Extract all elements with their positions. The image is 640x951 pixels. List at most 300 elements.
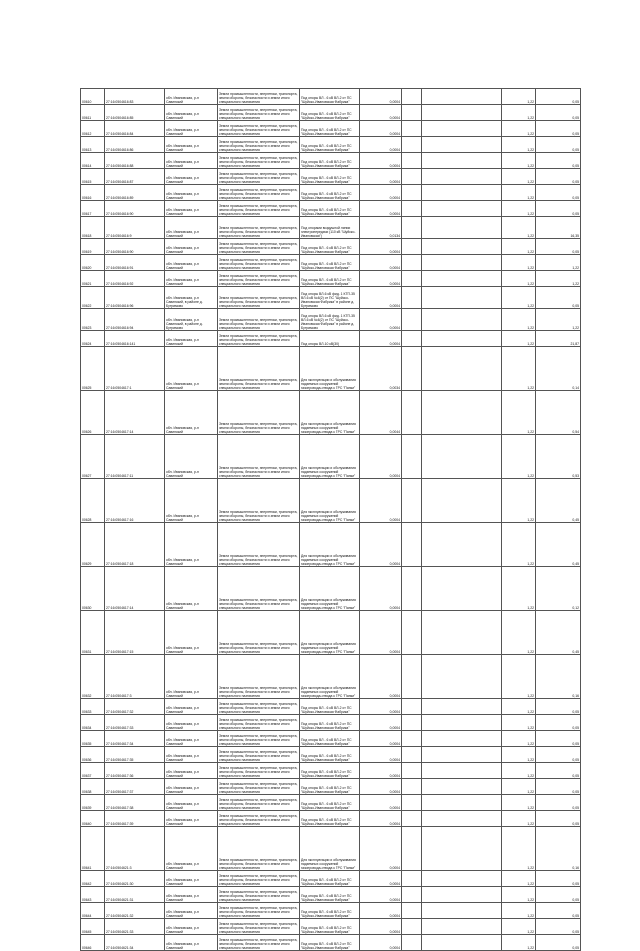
permitted-use-cell: Под опоры ВЛ - 6 кВ ВЛ-2 от ПС "Шуйско-Ивановская Фабрика"	[300, 699, 360, 715]
value-cell: 0,05	[536, 185, 581, 201]
rate-cell: 1,22	[502, 731, 536, 747]
rate-cell: 1,22	[502, 309, 536, 331]
row-number-cell: 00615	[81, 169, 105, 185]
row-number-cell: 00630	[81, 567, 105, 611]
cadastral-number-cell: 27:16:0504616:89	[105, 185, 165, 201]
area-cell: 0,0004	[360, 89, 402, 105]
empty-cell	[422, 239, 502, 255]
value-cell: 0,05	[536, 795, 581, 811]
empty-cell	[402, 827, 422, 871]
location-cell: обл. Ивановская, р-н Савинский	[165, 391, 218, 435]
cadastral-number-cell: 27:16:0504617:38	[105, 795, 165, 811]
table-row	[81, 567, 581, 611]
empty-cell	[402, 255, 422, 271]
value-cell: 0,05	[536, 903, 581, 919]
location-cell: обл. Ивановская, р-н Савинский	[165, 137, 218, 153]
land-category-cell: Земли промышленности, энергетики, транспорта, земли обороны, безопасности и земли иного специального назначения	[218, 747, 300, 763]
empty-cell	[422, 137, 502, 153]
location-cell: обл. Ивановская, р-н Савинский	[165, 699, 218, 715]
permitted-use-cell: Под опоры ВЛ - 6 кВ ВЛ-2 от ПС "Шуйско-Ивановская Фабрика"	[300, 903, 360, 919]
row-number-cell: 00631	[81, 611, 105, 655]
location-cell: обл. Ивановская, р-н Савинский	[165, 919, 218, 935]
value-cell: 0,05	[536, 201, 581, 217]
permitted-use-cell: Для эксплуатации и обслуживания надземных сооружений газопровода-отвода к ГРС "Панки"	[300, 523, 360, 567]
permitted-use-cell: Под опоры ВЛ - 6 кВ ВЛ-2 от ПС "Шуйско-Ивановская Фабрика"	[300, 919, 360, 935]
location-cell: обл. Ивановская, р-н Савинский	[165, 217, 218, 239]
permitted-use-cell: Под опоры ВЛ - 6 кВ ВЛ-2 от ПС "Шуйско-Ивановская Фабрика"	[300, 795, 360, 811]
permitted-use-cell: Под опоры ВЛ - 6 кВ ВЛ-2 от ПС "Шуйско-Ивановская Фабрика"	[300, 887, 360, 903]
table-row	[81, 699, 581, 715]
empty-cell	[402, 763, 422, 779]
area-cell: 0,0004	[360, 763, 402, 779]
area-cell: 0,0004	[360, 567, 402, 611]
location-cell: обл. Ивановская, р-н Савинский	[165, 903, 218, 919]
location-cell: обл. Ивановская, р-н Савинский	[165, 655, 218, 699]
location-cell: обл. Ивановская, р-н Савинский	[165, 331, 218, 347]
permitted-use-cell: Под опоры ВЛ - 6 кВ ВЛ-2 от ПС "Шуйско-Ивановская Фабрика"	[300, 185, 360, 201]
table-row	[81, 137, 581, 153]
empty-cell	[402, 89, 422, 105]
empty-cell	[402, 105, 422, 121]
rate-cell: 1,22	[502, 523, 536, 567]
permitted-use-cell: Под опоры ВЛ - 6 кВ ВЛ-2 от ПС "Шуйско-Ивановская Фабрика"	[300, 779, 360, 795]
table-row	[81, 827, 581, 871]
empty-cell	[402, 121, 422, 137]
land-category-cell: Земли промышленности, энергетики, транспорта, земли обороны, безопасности и земли иного специального назначения	[218, 331, 300, 347]
table-row	[81, 887, 581, 903]
empty-cell	[422, 153, 502, 169]
land-category-cell: Земли промышленности, энергетики, транспорта, земли обороны, безопасности и земли иного специального назначения	[218, 731, 300, 747]
value-cell: 16,35	[536, 217, 581, 239]
area-cell: 0,0004	[360, 255, 402, 271]
row-number-cell: 00610	[81, 89, 105, 105]
value-cell: 0,05	[536, 779, 581, 795]
empty-cell	[422, 795, 502, 811]
row-number-cell: 00633	[81, 699, 105, 715]
empty-cell	[402, 169, 422, 185]
land-category-cell: Земли промышленности, энергетики, транспорта, земли обороны, безопасности и земли иного специального назначения	[218, 255, 300, 271]
cadastral-number-cell: 27:16:0504617:14	[105, 567, 165, 611]
empty-cell	[422, 827, 502, 871]
row-number-cell: 00619	[81, 239, 105, 255]
cadastral-number-cell: 27:16:0504617:16	[105, 479, 165, 523]
table-row	[81, 935, 581, 951]
empty-cell	[422, 887, 502, 903]
cadastral-number-cell: 27:16:0504617:32	[105, 699, 165, 715]
permitted-use-cell: Для эксплуатации и обслуживания надземных сооружений газопровода-отвода к ГРС "Панки"	[300, 435, 360, 479]
land-category-cell: Земли промышленности, энергетики, транспорта, земли обороны, безопасности и земли иного специального назначения	[218, 715, 300, 731]
location-cell: обл. Ивановская, р-н Савинский	[165, 827, 218, 871]
row-number-cell: 00645	[81, 919, 105, 935]
location-cell: обл. Ивановская, р-н Савинский	[165, 731, 218, 747]
table-row	[81, 89, 581, 105]
location-cell: обл. Ивановская, р-н Савинский	[165, 121, 218, 137]
location-cell: обл. Ивановская, р-н Савинский	[165, 185, 218, 201]
cadastral-number-cell: 27:16:0504617:14	[105, 391, 165, 435]
land-category-cell: Земли промышленности, энергетики, транспорта, земли обороны, безопасности и земли иного специального назначения	[218, 763, 300, 779]
land-category-cell: Земли промышленности, энергетики, транспорта, земли обороны, безопасности и земли иного специального назначения	[218, 779, 300, 795]
location-cell: обл. Ивановская, р-н Савинский	[165, 153, 218, 169]
row-number-cell: 00643	[81, 887, 105, 903]
row-number-cell: 00612	[81, 121, 105, 137]
cadastral-number-cell: 27:16:0504616:86	[105, 137, 165, 153]
value-cell: 0,05	[536, 153, 581, 169]
row-number-cell: 00617	[81, 201, 105, 217]
empty-cell	[422, 731, 502, 747]
rate-cell: 1,22	[502, 903, 536, 919]
cadastral-number-cell: 27:16:0504621:34	[105, 935, 165, 951]
table-row	[81, 239, 581, 255]
empty-cell	[422, 435, 502, 479]
row-number-cell: 00636	[81, 747, 105, 763]
rate-cell: 1,22	[502, 271, 536, 287]
empty-cell	[422, 287, 502, 309]
location-cell: обл. Ивановская, р-н Савинский	[165, 239, 218, 255]
document-page	[80, 88, 580, 951]
cadastral-number-cell: 27:16:0504617:36	[105, 763, 165, 779]
value-cell: 0,05	[536, 731, 581, 747]
rate-cell: 1,22	[502, 747, 536, 763]
area-cell: 0,0004	[360, 523, 402, 567]
empty-cell	[422, 201, 502, 217]
area-cell: 0,0004	[360, 309, 402, 331]
row-number-cell: 00621	[81, 271, 105, 287]
land-category-cell: Земли промышленности, энергетики, транспорта, земли обороны, безопасности и земли иного специального назначения	[218, 153, 300, 169]
value-cell: 0,05	[536, 919, 581, 935]
land-category-cell: Земли промышленности, энергетики, транспорта, земли обороны, безопасности и земли иного специального назначения	[218, 567, 300, 611]
empty-cell	[402, 479, 422, 523]
row-number-cell: 00627	[81, 435, 105, 479]
land-category-cell: Земли промышленности, энергетики, транспорта, земли обороны, безопасности и земли иного специального назначения	[218, 169, 300, 185]
area-cell: 0,0004	[360, 935, 402, 951]
permitted-use-cell: Для эксплуатации и обслуживания надземных сооружений газопровода-отвода к ГРС "Панки"	[300, 611, 360, 655]
empty-cell	[422, 763, 502, 779]
table-row	[81, 391, 581, 435]
area-cell: 0,0134	[360, 217, 402, 239]
table-row	[81, 731, 581, 747]
row-number-cell: 00641	[81, 827, 105, 871]
land-category-cell: Земли промышленности, энергетики, транспорта, земли обороны, безопасности и земли иного специального назначения	[218, 435, 300, 479]
table-row	[81, 779, 581, 795]
table-row	[81, 347, 581, 391]
row-number-cell: 00638	[81, 779, 105, 795]
rate-cell: 1,22	[502, 137, 536, 153]
value-cell: 0,45	[536, 523, 581, 567]
land-category-cell: Земли промышленности, энергетики, транспорта, земли обороны, безопасности и земли иного специального назначения	[218, 239, 300, 255]
land-category-cell: Земли промышленности, энергетики, транспорта, земли обороны, безопасности и земли иного специального назначения	[218, 871, 300, 887]
rate-cell: 1,22	[502, 347, 536, 391]
value-cell: 0,16	[536, 655, 581, 699]
empty-cell	[402, 309, 422, 331]
rate-cell: 1,22	[502, 919, 536, 935]
value-cell: 0,05	[536, 287, 581, 309]
cadastral-number-cell: 27:16:0504616:92	[105, 271, 165, 287]
permitted-use-cell: Под опоры ВЛ - 6 кВ ВЛ-2 от ПС "Шуйско-Ивановская Фабрика"	[300, 763, 360, 779]
location-cell: обл. Ивановская, р-н Савинский, в районе д. Бутримово	[165, 309, 218, 331]
rate-cell: 1,22	[502, 153, 536, 169]
rate-cell: 1,22	[502, 887, 536, 903]
empty-cell	[402, 287, 422, 309]
empty-cell	[422, 89, 502, 105]
area-cell: 0,0004	[360, 655, 402, 699]
table-row	[81, 523, 581, 567]
area-cell: 0,0004	[360, 105, 402, 121]
empty-cell	[402, 137, 422, 153]
location-cell: обл. Ивановская, р-н Савинский	[165, 871, 218, 887]
row-number-cell: 00646	[81, 935, 105, 951]
row-number-cell: 00622	[81, 287, 105, 309]
empty-cell	[422, 185, 502, 201]
cadastral-number-cell: 27:16:0504617:18	[105, 523, 165, 567]
empty-cell	[422, 347, 502, 391]
rate-cell: 1,22	[502, 287, 536, 309]
empty-cell	[402, 567, 422, 611]
cadastral-number-cell: 27:16:0504617:3	[105, 655, 165, 699]
value-cell: 0,12	[536, 567, 581, 611]
permitted-use-cell: Под опоры ВЛ - 6 кВ ВЛ-2 от ПС "Шуйско-Ивановская Фабрика"	[300, 747, 360, 763]
cadastral-number-cell: 27:16:0504621:30	[105, 871, 165, 887]
row-number-cell: 00642	[81, 871, 105, 887]
cadastral-number-cell: 27:16:0504616:88	[105, 153, 165, 169]
permitted-use-cell: Для эксплуатации и обслуживания надземных сооружений газопровода-отвода к ГРС "Панки"	[300, 347, 360, 391]
empty-cell	[402, 887, 422, 903]
row-number-cell: 00611	[81, 105, 105, 121]
location-cell: обл. Ивановская, р-н Савинский	[165, 795, 218, 811]
rate-cell: 1,22	[502, 391, 536, 435]
empty-cell	[422, 715, 502, 731]
location-cell: обл. Ивановская, р-н Савинский	[165, 567, 218, 611]
table-row	[81, 121, 581, 137]
row-number-cell: 00629	[81, 523, 105, 567]
empty-cell	[422, 747, 502, 763]
value-cell: 0,05	[536, 89, 581, 105]
table-row	[81, 271, 581, 287]
permitted-use-cell: Для эксплуатации и обслуживания надземных сооружений газопровода-отвода к ГРС "Панки"	[300, 479, 360, 523]
value-cell: 0,14	[536, 347, 581, 391]
empty-cell	[422, 121, 502, 137]
cadastral-number-cell: 27:16:0504617:34	[105, 731, 165, 747]
land-category-cell: Земли промышленности, энергетики, транспорта, земли обороны, безопасности и земли иного специального назначения	[218, 935, 300, 951]
table-row	[81, 611, 581, 655]
empty-cell	[402, 795, 422, 811]
value-cell: 0,05	[536, 121, 581, 137]
row-number-cell: 00616	[81, 185, 105, 201]
permitted-use-cell: Под опоры ВЛ - 6 кВ ВЛ-2 от ПС "Шуйско-Ивановская Фабрика"	[300, 105, 360, 121]
empty-cell	[402, 935, 422, 951]
row-number-cell: 00634	[81, 715, 105, 731]
permitted-use-cell: Под опоры ВЛ - 6 кВ ВЛ-2 от ПС "Шуйско-Ивановская Фабрика"	[300, 137, 360, 153]
empty-cell	[402, 435, 422, 479]
empty-cell	[402, 271, 422, 287]
permitted-use-cell: Под опоры ВЛ-6 кВ фид. 1 КТП-35 ВЛ-6 кВ №6(2) от ПС "Шуйско-Ивановская Фабрика" в районе д. Бутримово	[300, 287, 360, 309]
value-cell: 0,05	[536, 871, 581, 887]
rate-cell: 1,22	[502, 655, 536, 699]
row-number-cell: 00620	[81, 255, 105, 271]
land-category-cell: Земли промышленности, энергетики, транспорта, земли обороны, безопасности и земли иного специального назначения	[218, 699, 300, 715]
row-number-cell: 00625	[81, 347, 105, 391]
permitted-use-cell: Под опоры ВЛ - 6 кВ ВЛ-2 от ПС "Шуйско-Ивановская Фабрика"	[300, 169, 360, 185]
cadastral-number-cell: 27:16:0504617:11	[105, 435, 165, 479]
location-cell: обл. Ивановская, р-н Савинский	[165, 811, 218, 827]
area-cell: 0,0004	[360, 137, 402, 153]
empty-cell	[422, 255, 502, 271]
cadastral-number-cell: 27:16:0504616:91	[105, 255, 165, 271]
row-number-cell: 00626	[81, 391, 105, 435]
table-row	[81, 715, 581, 731]
table-row	[81, 871, 581, 887]
permitted-use-cell: Для эксплуатации и обслуживания надземных сооружений газопровода-отвода к ГРС "Панки"	[300, 567, 360, 611]
land-category-cell: Земли промышленности, энергетики, транспорта, земли обороны, безопасности и земли иного специального назначения	[218, 795, 300, 811]
empty-cell	[402, 611, 422, 655]
location-cell: обл. Ивановская, р-н Савинский	[165, 611, 218, 655]
area-cell: 0,0004	[360, 287, 402, 309]
empty-cell	[402, 747, 422, 763]
value-cell: 0,05	[536, 239, 581, 255]
cadastral-number-cell: 27:16:0504617:33	[105, 715, 165, 731]
table-row	[81, 435, 581, 479]
row-number-cell: 00624	[81, 331, 105, 347]
empty-cell	[402, 239, 422, 255]
rate-cell: 1,22	[502, 435, 536, 479]
rate-cell: 1,22	[502, 763, 536, 779]
table-row	[81, 811, 581, 827]
empty-cell	[422, 611, 502, 655]
empty-cell	[402, 331, 422, 347]
empty-cell	[422, 309, 502, 331]
land-category-cell: Земли промышленности, энергетики, транспорта, земли обороны, безопасности и земли иного специального назначения	[218, 903, 300, 919]
cadastral-number-cell: 27:16:0504621:3	[105, 827, 165, 871]
land-category-cell: Земли промышленности, энергетики, транспорта, земли обороны, безопасности и земли иного специального назначения	[218, 105, 300, 121]
value-cell: 0,05	[536, 105, 581, 121]
area-cell: 0,0044	[360, 391, 402, 435]
value-cell: 0,53	[536, 435, 581, 479]
empty-cell	[422, 811, 502, 827]
rate-cell: 1,22	[502, 89, 536, 105]
cadastral-number-cell: 27:16:0504616:9	[105, 217, 165, 239]
empty-cell	[422, 331, 502, 347]
value-cell: 0,05	[536, 763, 581, 779]
empty-cell	[422, 523, 502, 567]
rate-cell: 1,22	[502, 935, 536, 951]
rate-cell: 1,22	[502, 699, 536, 715]
cadastral-number-cell: 27:16:0504616:90	[105, 239, 165, 255]
area-cell: 0,0004	[360, 611, 402, 655]
row-number-cell: 00614	[81, 153, 105, 169]
rate-cell: 1,22	[502, 611, 536, 655]
area-cell: 0,0004	[360, 153, 402, 169]
table-body	[81, 89, 581, 951]
cadastral-number-cell: 27:16:0504617:1	[105, 347, 165, 391]
land-category-cell: Земли промышленности, энергетики, транспорта, земли обороны, безопасности и земли иного специального назначения	[218, 827, 300, 871]
empty-cell	[402, 217, 422, 239]
permitted-use-cell: Под опорами воздушной линии электропередачи (110 кВ "Шуйско-Ивановская")	[300, 217, 360, 239]
table-row	[81, 309, 581, 331]
empty-cell	[402, 391, 422, 435]
permitted-use-cell: Под опоры ВЛ - 6 кВ ВЛ-2 от ПС "Шуйско-Ивановская Фабрика"	[300, 89, 360, 105]
rate-cell: 1,22	[502, 715, 536, 731]
area-cell: 0,0004	[360, 715, 402, 731]
rate-cell: 1,22	[502, 795, 536, 811]
area-cell: 0,0004	[360, 919, 402, 935]
location-cell: обл. Ивановская, р-н Савинский	[165, 935, 218, 951]
row-number-cell: 00644	[81, 903, 105, 919]
land-category-cell: Земли промышленности, энергетики, транспорта, земли обороны, безопасности и земли иного специального назначения	[218, 919, 300, 935]
cadastral-number-cell: 27:16:0504616:84	[105, 121, 165, 137]
cadastral-number-cell: 27:16:0504616:83	[105, 89, 165, 105]
land-category-cell: Земли промышленности, энергетики, транспорта, земли обороны, безопасности и земли иного специального назначения	[218, 347, 300, 391]
location-cell: обл. Ивановская, р-н Савинский	[165, 715, 218, 731]
empty-cell	[422, 567, 502, 611]
location-cell: обл. Ивановская, р-н Савинский	[165, 347, 218, 391]
empty-cell	[422, 655, 502, 699]
cadastral-number-cell: 27:16:0504621:32	[105, 903, 165, 919]
row-number-cell: 00628	[81, 479, 105, 523]
row-number-cell: 00635	[81, 731, 105, 747]
rate-cell: 1,22	[502, 201, 536, 217]
area-cell: 0,0004	[360, 827, 402, 871]
location-cell: обл. Ивановская, р-н Савинский	[165, 479, 218, 523]
table-row	[81, 919, 581, 935]
row-number-cell: 00623	[81, 309, 105, 331]
permitted-use-cell: Под опоры ВЛ - 6 кВ ВЛ-2 от ПС "Шуйско-Ивановская Фабрика"	[300, 153, 360, 169]
row-number-cell: 00632	[81, 655, 105, 699]
rate-cell: 1,22	[502, 567, 536, 611]
cadastral-number-cell: 27:16:0504621:33	[105, 919, 165, 935]
area-cell: 0,0004	[360, 239, 402, 255]
land-category-cell: Земли промышленности, энергетики, транспорта, земли обороны, безопасности и земли иного специального назначения	[218, 121, 300, 137]
cadastral-number-cell: 27:16:0504616:141	[105, 331, 165, 347]
rate-cell: 1,22	[502, 871, 536, 887]
value-cell: 0,05	[536, 811, 581, 827]
empty-cell	[402, 201, 422, 217]
row-number-cell: 00639	[81, 795, 105, 811]
table-row	[81, 169, 581, 185]
location-cell: обл. Ивановская, р-н Савинский, в районе д. Бутримово	[165, 287, 218, 309]
value-cell: 0,05	[536, 137, 581, 153]
empty-cell	[422, 271, 502, 287]
empty-cell	[402, 919, 422, 935]
empty-cell	[402, 523, 422, 567]
location-cell: обл. Ивановская, р-н Савинский	[165, 763, 218, 779]
area-cell: 0,0004	[360, 731, 402, 747]
area-cell: 0,0004	[360, 271, 402, 287]
value-cell: 1,22	[536, 309, 581, 331]
table-row	[81, 185, 581, 201]
permitted-use-cell: Под опоры ВЛ - 6 кВ ВЛ-2 от ПС "Шуйско-Ивановская Фабрика"	[300, 271, 360, 287]
value-cell: 0,05	[536, 887, 581, 903]
rate-cell: 1,22	[502, 827, 536, 871]
empty-cell	[422, 871, 502, 887]
empty-cell	[402, 655, 422, 699]
area-cell: 0,0004	[360, 871, 402, 887]
empty-cell	[402, 185, 422, 201]
table-row	[81, 655, 581, 699]
cadastral-number-cell: 27:16:0504616:90	[105, 201, 165, 217]
area-cell: 0,0004	[360, 811, 402, 827]
table-row	[81, 795, 581, 811]
table-row	[81, 255, 581, 271]
area-cell: 0,0004	[360, 747, 402, 763]
permitted-use-cell: Под опоры ВЛ-10 кВ(30)	[300, 331, 360, 347]
location-cell: обл. Ивановская, р-н Савинский	[165, 779, 218, 795]
table-row	[81, 331, 581, 347]
area-cell: 0,0004	[360, 887, 402, 903]
land-plots-table	[80, 88, 581, 951]
cadastral-number-cell: 27:16:0504616:96	[105, 287, 165, 309]
cadastral-number-cell: 27:16:0504617:37	[105, 779, 165, 795]
row-number-cell: 00618	[81, 217, 105, 239]
empty-cell	[422, 391, 502, 435]
